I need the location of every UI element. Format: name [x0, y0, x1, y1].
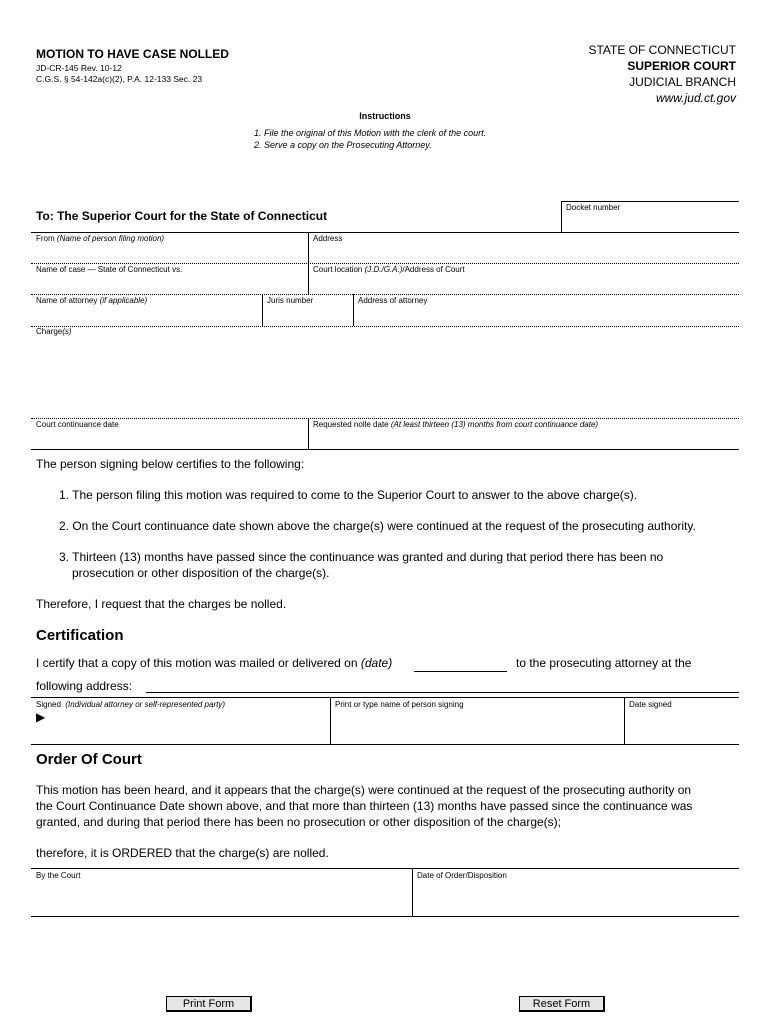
docket-number-label: Docket number — [566, 203, 621, 212]
nolle-date-input[interactable] — [310, 431, 738, 449]
ordered-text: therefore, it is ORDERED that the charge(s) are nolled. — [36, 846, 329, 860]
instruction-item: 2. Serve a copy on the Prosecuting Attorney. — [254, 140, 432, 150]
therefore-text: Therefore, I request that the charges be nolled. — [36, 597, 287, 611]
signed-text: Signed — [36, 700, 61, 709]
certification-date-word: (date) — [360, 656, 393, 670]
divider — [262, 294, 263, 326]
certification-text-b: to the prosecuting attorney at the — [516, 656, 692, 670]
charges-suffix: (s) — [62, 327, 72, 336]
statute-reference: C.G.S. § 54-142a(c)(2), P.A. 12-133 Sec. 23 — [36, 74, 203, 84]
nolle-date-text: Requested nolle date — [313, 420, 389, 429]
order-heading: Order Of Court — [36, 751, 142, 768]
certify-item-continued: prosecution or other disposition of the charge(s). — [72, 566, 330, 580]
by-the-court-label: By the Court — [36, 871, 81, 880]
divider — [330, 697, 331, 744]
instruction-item: 1. File the original of this Motion with the clerk of the court. — [254, 128, 487, 138]
attorney-name-text: Name of attorney — [36, 296, 98, 305]
website-link[interactable]: www.jud.ct.gov — [655, 91, 736, 105]
signature-input[interactable] — [50, 711, 328, 743]
row-border — [31, 326, 739, 327]
order-paragraph-line: the Court Continuance Date shown above, and that more than thirteen (13) months have passed since the continuance was — [36, 799, 693, 813]
divider — [353, 294, 354, 326]
row-border — [31, 449, 739, 450]
certification-text-a: I certify that a copy of this motion was mailed or delivered on — [36, 656, 358, 670]
from-label-text: From — [36, 234, 55, 243]
certify-item: 2. On the Court continuance date shown above the charge(s) were continued at the request of the prosecuting authority. — [59, 519, 696, 533]
by-the-court-input[interactable] — [32, 882, 410, 915]
from-input[interactable] — [32, 245, 307, 263]
name-of-case-input[interactable] — [32, 276, 307, 294]
date-signed-label: Date signed — [629, 700, 672, 709]
certification-date-input[interactable] — [414, 671, 507, 672]
certify-item: 1. The person filing this motion was required to come to the Superior Court to answer to the above charge(s). — [59, 488, 638, 502]
print-form-button[interactable]: Print Form — [166, 996, 252, 1012]
court-label: SUPERIOR COURT — [627, 59, 736, 73]
court-location-text: Court location — [313, 265, 363, 274]
certification-heading: Certification — [36, 627, 124, 644]
row-border — [31, 232, 739, 233]
form-title: MOTION TO HAVE CASE NOLLED — [36, 47, 229, 61]
row-border — [31, 868, 739, 869]
address-label: Address — [313, 234, 343, 243]
row-border — [31, 418, 739, 419]
juris-number-input[interactable] — [264, 307, 352, 325]
to-line: To: The Superior Court for the State of Connecticut — [36, 209, 328, 223]
order-date-input[interactable] — [414, 882, 738, 915]
continuance-date-input[interactable] — [32, 431, 307, 449]
court-location-tail: /Address of Court — [402, 265, 465, 274]
order-paragraph-line: This motion has been heard, and it appears that the charge(s) were continued at the request of the prosecuting authority on — [36, 783, 692, 797]
certification-text — [36, 655, 392, 671]
print-name-input[interactable] — [332, 711, 622, 743]
state-label: STATE OF CONNECTICUT — [588, 43, 736, 57]
continuance-date-label: Court continuance date — [36, 420, 119, 429]
juris-number-label: Juris number — [267, 296, 314, 305]
certify-item: 3. Thirteen (13) months have passed since the continuance was granted and during that period there has been no — [59, 550, 664, 564]
row-border — [31, 697, 739, 698]
court-location-label — [313, 265, 465, 274]
from-label — [36, 234, 164, 243]
row-border — [31, 744, 739, 745]
address-input[interactable] — [310, 245, 738, 263]
nolle-date-label — [313, 420, 598, 429]
order-paragraph-line: granted, and during that period there has been no prosecution or other disposition of the charge(s); — [36, 815, 562, 829]
attorney-address-input[interactable] — [355, 307, 738, 325]
attorney-name-label — [36, 296, 147, 305]
row-border — [31, 294, 739, 295]
attorney-hint: (if applicable) — [99, 296, 148, 305]
divider — [308, 263, 309, 294]
instructions-title: Instructions — [359, 111, 411, 121]
print-name-label: Print or type name of person signing — [335, 700, 464, 709]
divider — [308, 418, 309, 449]
from-hint: (Name of person filing motion) — [56, 234, 165, 243]
court-location-input[interactable] — [310, 276, 738, 294]
signed-hint: (Individual attorney or self-represented party) — [65, 700, 226, 709]
docket-top-border — [561, 201, 739, 202]
docket-number-input[interactable] — [562, 212, 738, 231]
divider — [308, 232, 309, 263]
charges-input[interactable] — [32, 339, 738, 417]
sign-here-arrow-icon: ▶ — [36, 710, 46, 724]
certification-address-input[interactable] — [146, 692, 739, 693]
charges-text: Charge — [36, 327, 63, 336]
court-header — [588, 42, 736, 106]
reset-form-button[interactable]: Reset Form — [519, 996, 605, 1012]
certifies-intro: The person signing below certifies to the following: — [36, 457, 305, 471]
order-date-label: Date of Order/Disposition — [417, 871, 507, 880]
form-number: JD-CR-145 Rev. 10-12 — [36, 63, 122, 73]
branch-label: JUDICIAL BRANCH — [629, 75, 736, 89]
nolle-date-hint: (At least thirteen (13) months from court continuance date) — [390, 420, 599, 429]
date-signed-input[interactable] — [626, 711, 738, 743]
name-of-case-label: Name of case — State of Connecticut vs. — [36, 265, 183, 274]
charges-label — [36, 327, 72, 336]
attorney-name-input[interactable] — [32, 307, 261, 325]
signed-label — [36, 700, 225, 709]
row-border — [31, 263, 739, 264]
attorney-address-label: Address of attorney — [358, 296, 428, 305]
certification-text-c: following address: — [36, 679, 133, 693]
row-border — [31, 916, 739, 917]
court-location-hint: (J.D./G.A.) — [364, 265, 403, 274]
divider — [412, 868, 413, 916]
divider — [624, 697, 625, 744]
